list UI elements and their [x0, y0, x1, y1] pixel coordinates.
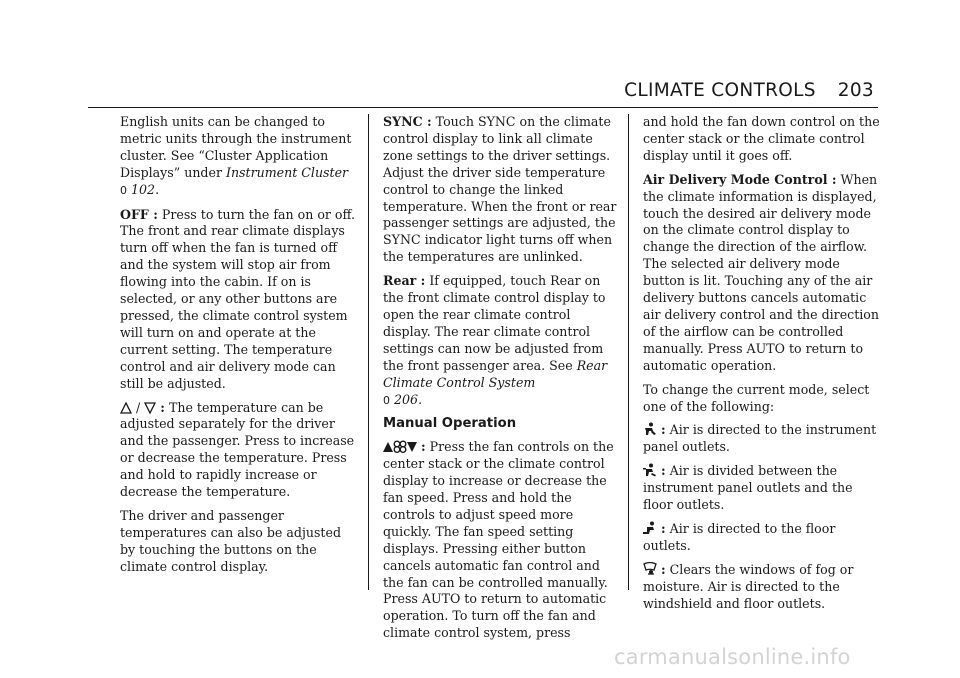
column-3 — [643, 114, 881, 619]
paragraph-rear: Rear : If equipped, touch Rear on the front climate control display to open the rear climate control display. The rear climate control settings can now be adjusted from the front passenger area. See Rear Climate Control System 0 206. — [383, 273, 608, 407]
paragraph-fan: : Press the fan controls on the center stack or the climate control display to increase or decrease the fan speed. Press and hold the controls to adjust speed more quickly. The fan speed setting displays. Pressing either button cancels automatic fan control and the fan can be controlled manually. Press AUTO to return to automatic operation. To turn off the fan and climate control system, press — [383, 439, 614, 641]
paragraph-temperature: / : The temperature can be adjusted separately for the driver and the passenger. Press to increase or decrease the temperature. Press and hold to rapidly increase or decrease the temperature. — [120, 399, 355, 500]
page-ref[interactable]: 206 — [394, 391, 419, 407]
watermark: carmanualsonline.info — [614, 645, 851, 669]
mode-vent: : Air is directed to the instrument panel outlets. — [643, 422, 877, 455]
mode-bilevel: : Air is divided between the instrument panel outlets and the floor outlets. — [643, 463, 853, 513]
mode-floor: : Air is directed to the floor outlets. — [643, 520, 836, 553]
vent-mode-icon — [643, 422, 657, 436]
defog-mode-icon — [643, 562, 657, 576]
page-header — [624, 80, 874, 101]
link-rear-climate[interactable]: Rear Climate Control System — [383, 357, 608, 390]
section-title: CLIMATE CONTROLS — [624, 80, 816, 101]
sync-label: SYNC : — [383, 114, 432, 129]
mode-defog: : Clears the windows of fog or moisture. Air is directed to the windshield and floor outlets. — [643, 561, 854, 611]
paragraph-change-mode: To change the current mode, select one of the following: — [643, 381, 870, 414]
ref-arrow-icon: 0 — [383, 393, 390, 407]
paragraph-fan-off: and hold the fan down control on the center stack or the climate control display until it goes off. — [643, 114, 880, 163]
column-2 — [383, 114, 621, 649]
fan-icon — [393, 440, 407, 453]
bilevel-mode-icon — [643, 463, 657, 477]
column-divider — [628, 114, 629, 590]
page-number: 203 — [837, 80, 874, 101]
fan-down-icon — [407, 441, 417, 453]
rear-label: Rear : — [383, 273, 426, 289]
temperature-down-icon — [144, 402, 156, 414]
off-label: OFF : — [120, 206, 158, 222]
fan-up-icon — [383, 441, 393, 453]
page-ref[interactable]: 102 — [131, 181, 156, 197]
link-instrument-cluster[interactable]: Instrument Cluster — [225, 164, 349, 180]
header-rule — [88, 107, 878, 108]
floor-mode-icon — [643, 521, 657, 535]
ref-arrow-icon: 0 — [120, 183, 127, 197]
paragraph-sync: SYNC : Touch SYNC on the climate control display to link all climate zone settings to the driver settings. Adjust the driver side temperature control to change the linked temperature. When the front or rear passenger settings are adjusted, the SYNC indicator light turns off when the temperatures are unlinked. — [383, 114, 617, 265]
column-divider — [368, 114, 369, 590]
paragraph-off: OFF : Press to turn the fan on or off. The front and rear climate displays turn off when the fan is turned off and the system will stop air from flowing into the cabin. If on is selected, or any other buttons are pressed, the climate control system will turn on and operate at the current setting. The temperature control and air delivery mode can still be adjusted. — [120, 206, 356, 391]
paragraph-units: English units can be changed to metric units through the instrument cluster. See “Cluster Application Displays” under Instrument Cluster 0 102. — [120, 114, 352, 197]
subheading-manual-operation: Manual Operation — [383, 416, 517, 432]
paragraph-air-delivery: Air Delivery Mode Control : When the climate information is displayed, touch the desired air delivery mode on the climate control display to change the direction of the airflow. The selected air delivery mode button is lit. Touching any of the air delivery buttons cancels automatic air delivery control and the direction of the airflow can be controlled manually. Press AUTO to return to automatic operation. — [643, 171, 879, 373]
air-delivery-label: Air Delivery Mode Control : — [643, 171, 837, 187]
temperature-up-icon — [120, 402, 132, 414]
paragraph-passenger: The driver and passenger temperatures can also be adjusted by touching the buttons on the climate control display. — [120, 507, 342, 574]
column-1 — [120, 114, 358, 583]
